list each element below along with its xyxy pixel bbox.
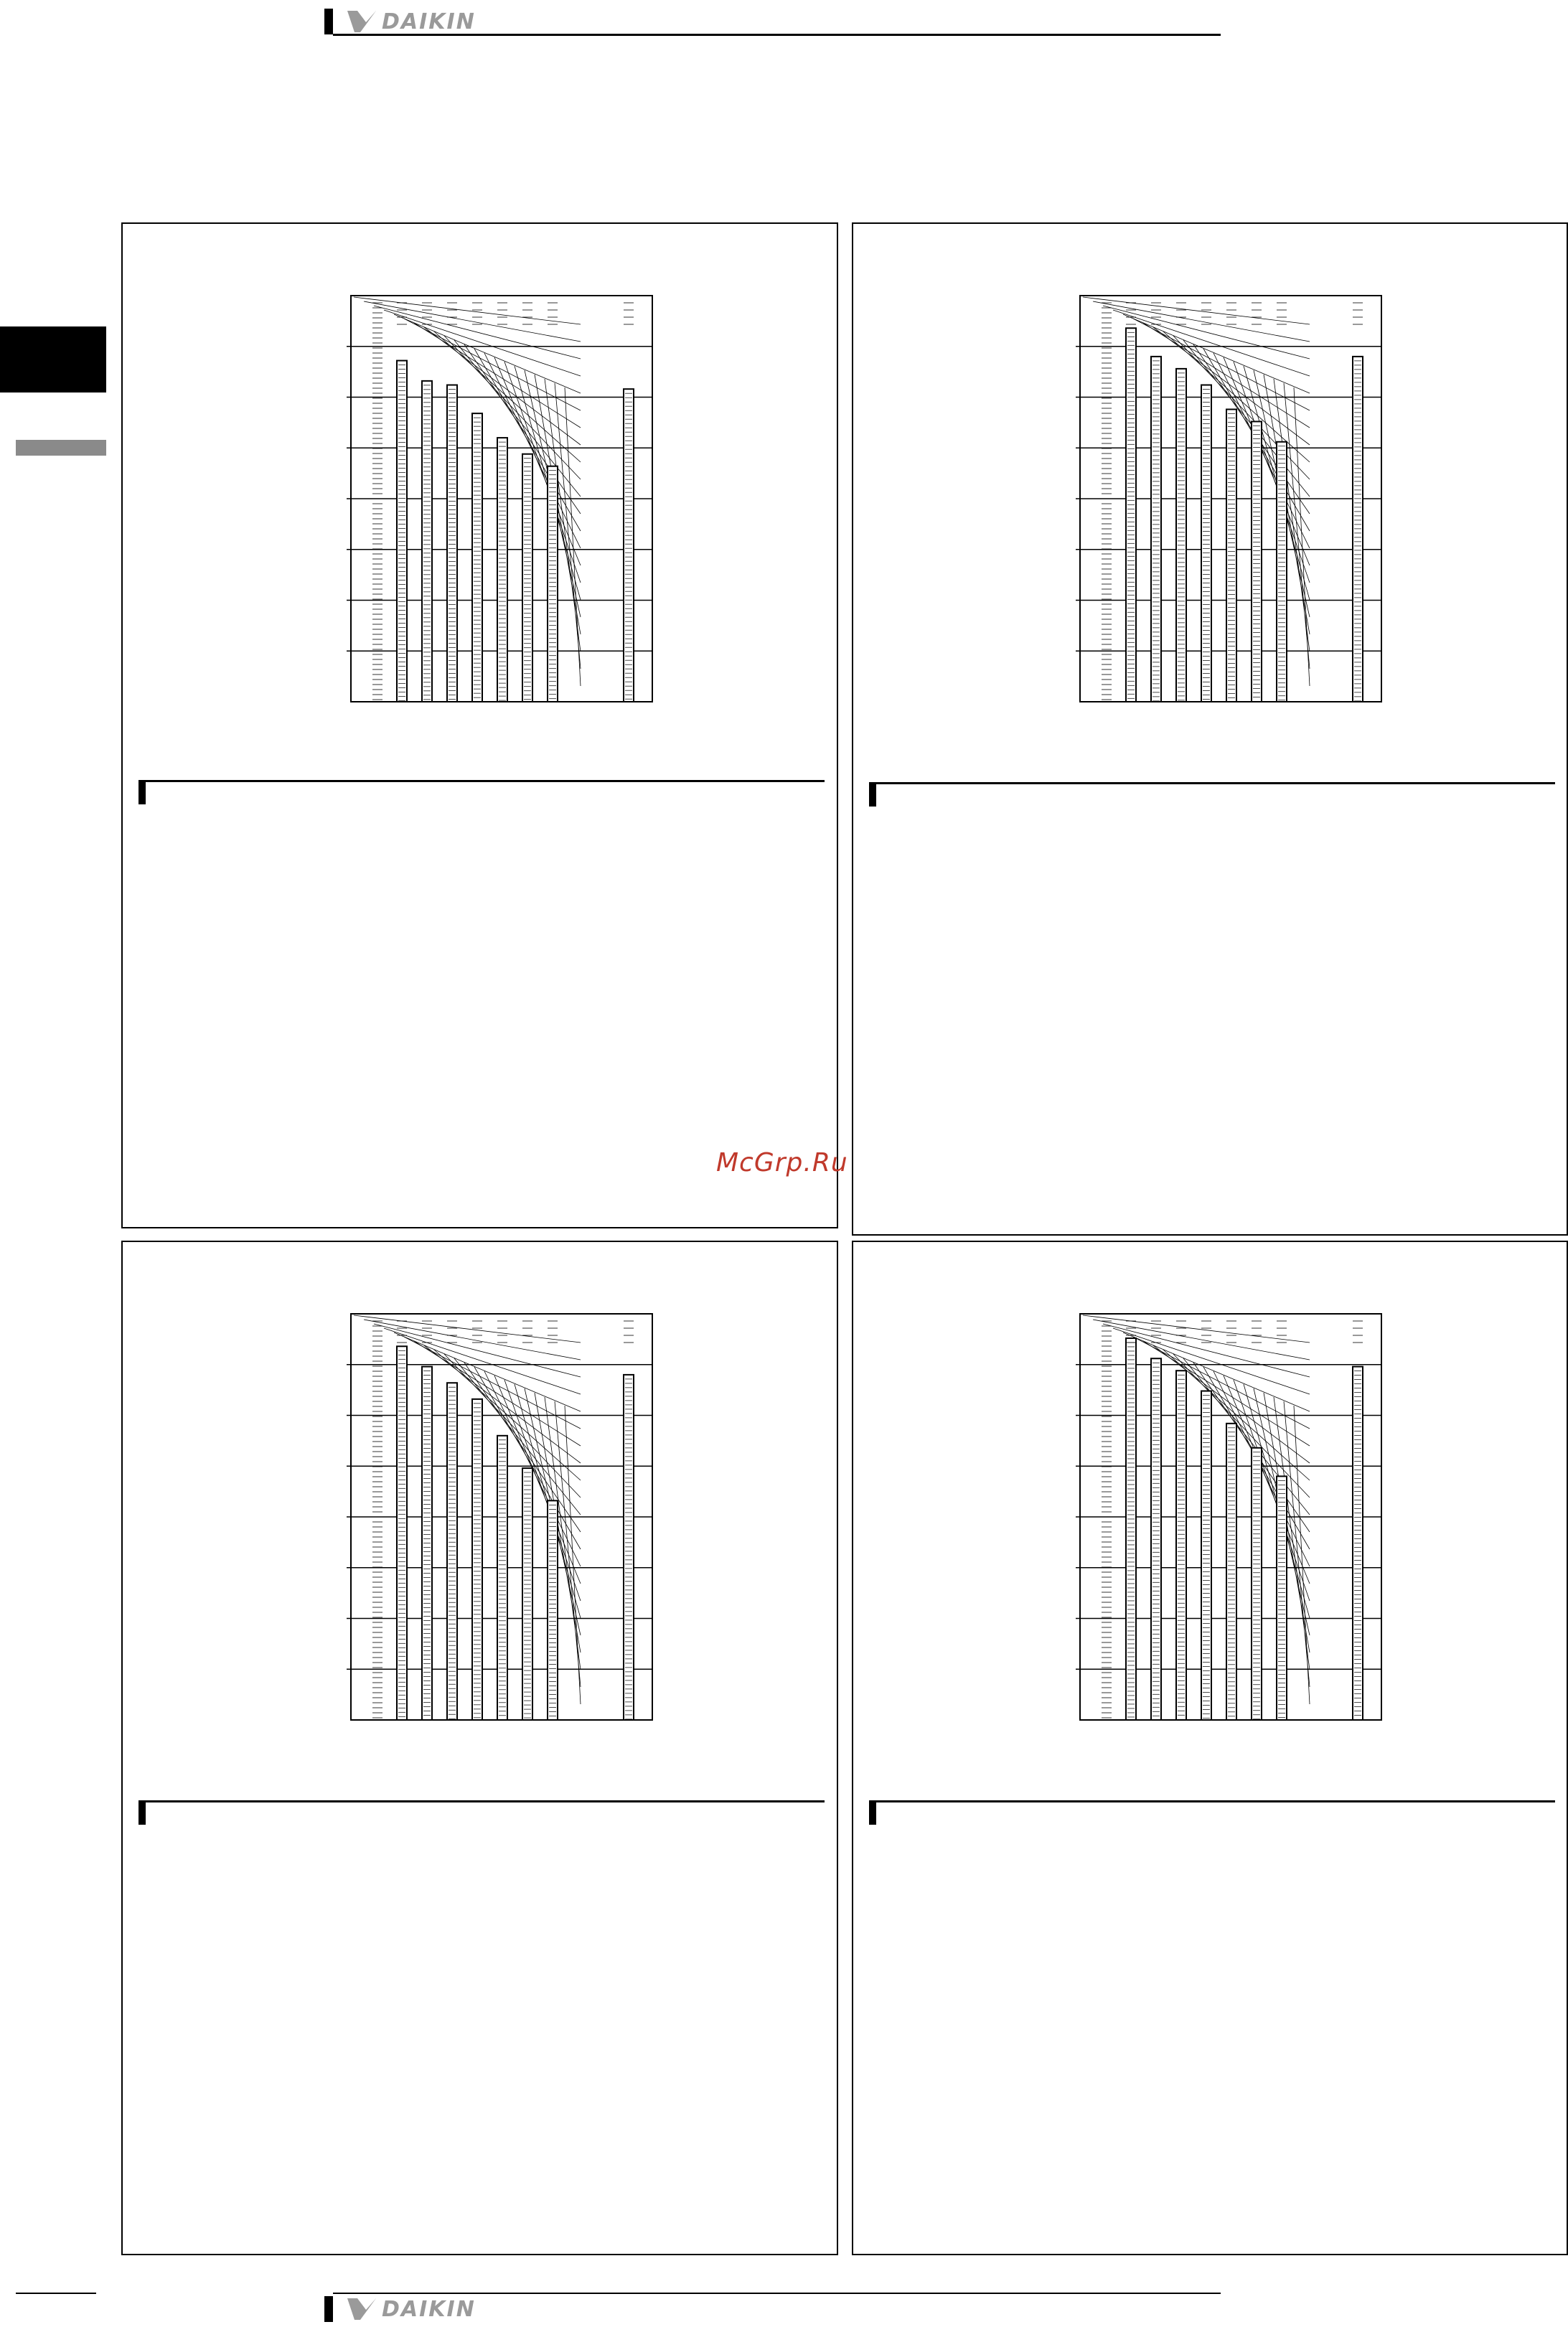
section-heading-2 (869, 782, 1555, 807)
leader-line (374, 306, 581, 359)
footer-logo (324, 2295, 476, 2323)
heading-marker (869, 1800, 876, 1825)
chart-bar (1252, 421, 1262, 702)
chapter-tab (0, 326, 106, 392)
chart-bar (422, 381, 432, 702)
leader-line (1294, 1406, 1310, 1704)
chart-4 (1073, 1310, 1389, 1726)
watermark: McGrp.Ru (716, 1148, 848, 1177)
footer-left-rule (16, 2293, 96, 2294)
chart-bar (1277, 1476, 1287, 1720)
chart-3 (344, 1310, 659, 1726)
heading-marker (139, 780, 146, 804)
heading-marker (869, 782, 876, 807)
daikin-logo-icon (347, 9, 379, 34)
panel-bottom-right (852, 1241, 1568, 2255)
heading-rule (869, 782, 1555, 784)
leader-line (364, 301, 581, 342)
header-brand: DAIKIN (382, 9, 476, 34)
leader-line (444, 336, 581, 479)
chart-bar (447, 1383, 457, 1720)
leader-line (1284, 383, 1310, 669)
leader-line (565, 387, 581, 686)
chart-bar (522, 454, 532, 702)
panel-top-left (121, 222, 838, 1228)
leader-line (555, 383, 581, 669)
leader-line (555, 1401, 581, 1687)
chart-bar (1176, 369, 1186, 702)
leader-line (444, 1354, 581, 1498)
heading-marker (139, 1800, 146, 1825)
section-heading-3 (139, 1800, 825, 1825)
heading-rule (139, 1800, 825, 1802)
chart-bar-extra (624, 389, 634, 702)
logo-bar (324, 2296, 333, 2322)
footer-brand: DAIKIN (382, 2296, 476, 2322)
chart-bar (1226, 1424, 1236, 1720)
leader-line (1173, 336, 1310, 479)
chart-bar (1126, 1338, 1136, 1720)
chart-bar (522, 1468, 532, 1720)
chart-bar (548, 1500, 558, 1720)
chart-bar (548, 466, 558, 702)
chart-bar (472, 1399, 482, 1720)
leader-line (1284, 1401, 1310, 1687)
chart-bar (397, 361, 407, 702)
leader-line (1294, 387, 1310, 686)
chart-bar (1252, 1448, 1262, 1720)
leader-line (565, 1406, 581, 1704)
leader-line (1173, 1354, 1310, 1498)
panel-bottom-left (121, 1241, 838, 2255)
chart-2 (1073, 292, 1389, 708)
header-rule (333, 34, 1221, 36)
footer-rule (333, 2293, 1221, 2294)
daikin-logo-icon (347, 2297, 379, 2321)
section-heading-1 (139, 780, 825, 804)
chart-bar (497, 438, 507, 702)
section-heading-4 (869, 1800, 1555, 1825)
heading-rule (139, 780, 825, 782)
chart-1 (344, 292, 659, 708)
section-tab (16, 440, 106, 456)
logo-bar (324, 9, 333, 34)
header-logo (324, 7, 476, 36)
panel-top-right (852, 222, 1568, 1236)
heading-rule (869, 1800, 1555, 1802)
